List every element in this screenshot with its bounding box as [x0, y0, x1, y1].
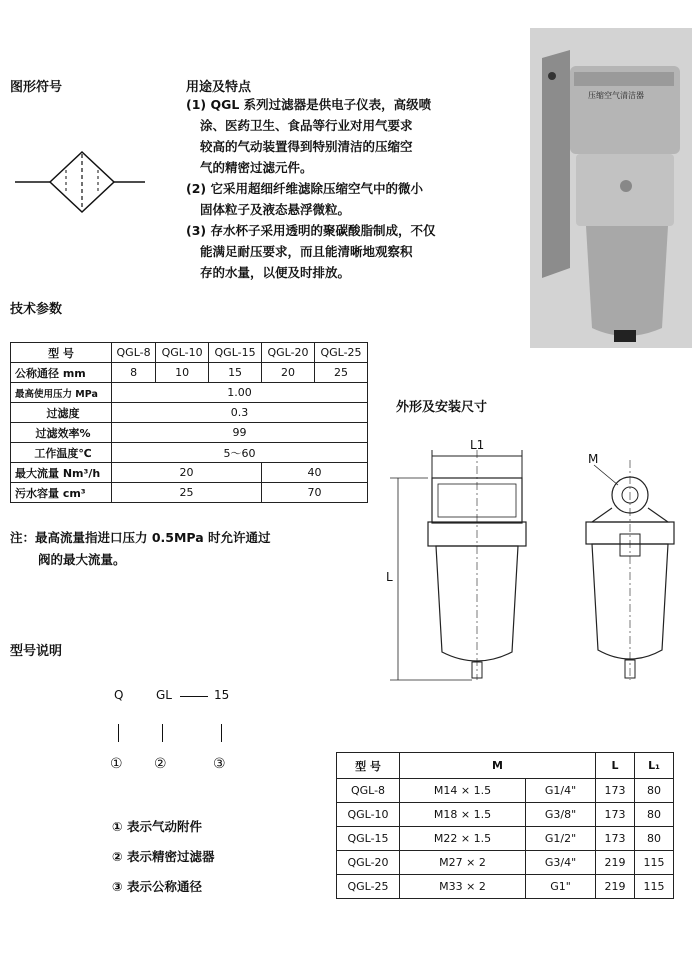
flow-label: 最大流量 Nm³/h — [11, 463, 112, 483]
dim-model: QGL-25 — [337, 875, 400, 899]
desc-num: ① — [112, 819, 123, 834]
tech-table — [10, 342, 368, 503]
dim-l: 219 — [596, 875, 635, 899]
usage-line: (1) QGL 系列过滤器是供电子仪表，高级喷 — [186, 97, 432, 112]
dimension-drawing — [380, 430, 680, 700]
code-num: 15 — [214, 688, 230, 702]
dim-model: QGL-20 — [337, 851, 400, 875]
dim-header-l1: L₁ — [635, 753, 674, 779]
diameter-cell: 10 — [156, 363, 209, 383]
capacity-small: 25 — [112, 483, 262, 503]
dim-l1: 80 — [635, 803, 674, 827]
pressure-value: 1.00 — [112, 383, 368, 403]
dim-g: G1/4" — [526, 779, 596, 803]
dim-m: M27 × 2 — [400, 851, 526, 875]
model-cell: QGL-25 — [315, 343, 368, 363]
temp-value: 5～60 — [112, 443, 368, 463]
capacity-label: 污水容量 cm³ — [11, 483, 112, 503]
table-row — [337, 753, 674, 779]
dim-g: G1/2" — [526, 827, 596, 851]
efficiency-value: 99 — [112, 423, 368, 443]
filtration-label: 过滤度 — [11, 403, 112, 423]
model-cell: QGL-10 — [156, 343, 209, 363]
dim-l: 173 — [596, 803, 635, 827]
table-row — [11, 363, 368, 383]
dim-l1: 80 — [635, 827, 674, 851]
dim-header-model: 型 号 — [337, 753, 400, 779]
desc-num: ③ — [112, 879, 123, 894]
code-q: Q — [114, 688, 124, 702]
model-cell: QGL-15 — [209, 343, 262, 363]
flow-large: 40 — [262, 463, 368, 483]
table-row — [337, 875, 674, 899]
dim-m: M18 × 1.5 — [400, 803, 526, 827]
dim-l1: 115 — [635, 875, 674, 899]
dim-l1: 80 — [635, 779, 674, 803]
table-row — [11, 383, 368, 403]
dim-l1: 115 — [635, 851, 674, 875]
product-photo — [530, 28, 692, 348]
desc-text: 表示精密过滤器 — [126, 849, 215, 864]
dim-table — [336, 752, 674, 899]
code-n2: ② — [154, 756, 167, 772]
table-row — [337, 827, 674, 851]
model-header: 型 号 — [11, 343, 112, 363]
dim-model: QGL-8 — [337, 779, 400, 803]
usage-line: (2) 它采用超细纤维滤除压缩空气中的微小 — [186, 181, 423, 196]
desc-text: 表示气动附件 — [126, 819, 202, 834]
usage-line: 能满足耐压要求，而且能清晰地观察积 — [200, 244, 413, 259]
efficiency-label: 过滤效率% — [11, 423, 112, 443]
table-row — [337, 779, 674, 803]
dim-g: G3/8" — [526, 803, 596, 827]
photo-label: 压缩空气清洁器 — [588, 91, 644, 100]
code-n3: ③ — [213, 756, 226, 772]
dim-m: M22 × 1.5 — [400, 827, 526, 851]
dim-m: M33 × 2 — [400, 875, 526, 899]
capacity-large: 70 — [262, 483, 368, 503]
dim-header-l: L — [596, 753, 635, 779]
code-n1: ① — [110, 756, 123, 772]
dim-l: 173 — [596, 779, 635, 803]
dim-g: G1" — [526, 875, 596, 899]
dim-l1-label: L1 — [470, 438, 485, 452]
note-line-1: 注：最高流量指进口压力 0.5MPa 时允许通过 — [10, 530, 271, 545]
dim-g: G3/4" — [526, 851, 596, 875]
dim-l: 219 — [596, 851, 635, 875]
desc-item — [112, 816, 202, 837]
dim-l-label: L — [386, 570, 393, 584]
usage-title: 用途及特点 — [186, 80, 252, 95]
desc-num: ② — [112, 849, 123, 864]
usage-text — [186, 94, 516, 283]
code-tick — [118, 724, 119, 742]
code-dash — [180, 696, 208, 697]
table-row — [11, 463, 368, 483]
desc-item — [112, 846, 214, 867]
tech-title: 技术参数 — [10, 302, 63, 317]
dim-model: QGL-15 — [337, 827, 400, 851]
diameter-cell: 25 — [315, 363, 368, 383]
diameter-cell: 15 — [209, 363, 262, 383]
dim-m-label: M — [588, 452, 599, 466]
dim-model: QGL-10 — [337, 803, 400, 827]
table-row — [11, 443, 368, 463]
diameter-cell: 20 — [262, 363, 315, 383]
dim-header-m: M — [400, 753, 596, 779]
model-desc-title: 型号说明 — [10, 644, 63, 659]
usage-line: 存的水量，以便及时排放。 — [200, 265, 351, 280]
dimension-title: 外形及安装尺寸 — [396, 400, 488, 415]
flow-small: 20 — [112, 463, 262, 483]
table-row — [337, 851, 674, 875]
table-row — [11, 403, 368, 423]
filtration-value: 0.3 — [112, 403, 368, 423]
code-tick — [221, 724, 222, 742]
table-row — [11, 343, 368, 363]
table-row — [337, 803, 674, 827]
table-row — [11, 423, 368, 443]
model-cell: QGL-20 — [262, 343, 315, 363]
note-line-2: 阀的最大流量。 — [38, 552, 126, 567]
filter-photo-image — [530, 28, 692, 348]
code-gl: GL — [156, 688, 172, 702]
usage-line: 固体粒子及液态悬浮微粒。 — [200, 202, 351, 217]
dim-m: M14 × 1.5 — [400, 779, 526, 803]
symbol-title: 图形符号 — [10, 80, 63, 95]
usage-line: 气的精密过滤元件。 — [200, 160, 313, 175]
model-cell: QGL-8 — [112, 343, 156, 363]
temp-label: 工作温度℃ — [11, 443, 112, 463]
desc-text: 表示公称通径 — [126, 879, 202, 894]
usage-line: 涂、医药卫生、食品等行业对用气要求 — [200, 118, 413, 133]
usage-line: 较高的气动装置得到特别清洁的压缩空 — [200, 139, 413, 154]
desc-item — [112, 876, 202, 897]
filter-symbol-icon — [10, 140, 150, 230]
code-tick — [162, 724, 163, 742]
table-row — [11, 483, 368, 503]
diameter-cell: 8 — [112, 363, 156, 383]
usage-line: (3) 存水杯子采用透明的聚碳酸脂制成，不仅 — [186, 223, 436, 238]
dim-l: 173 — [596, 827, 635, 851]
pressure-label: 最高使用压力 MPa — [11, 383, 112, 403]
diameter-label: 公称通径 mm — [11, 363, 112, 383]
